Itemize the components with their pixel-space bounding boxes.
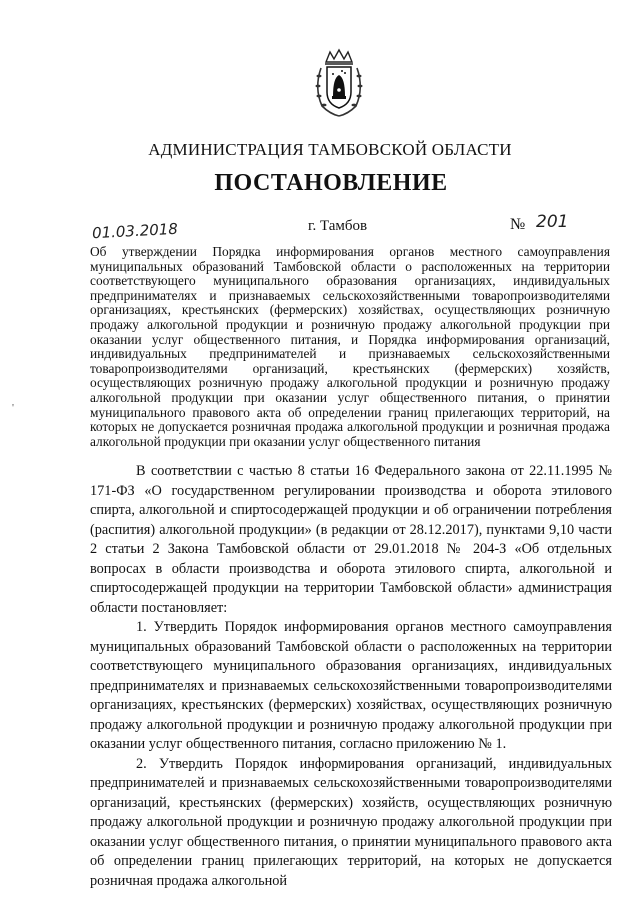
tambov-coat-of-arms-icon — [312, 48, 366, 118]
document-city: г. Тамбов — [308, 218, 368, 234]
document-subject: Об утверждении Порядка информирования органов местного самоуправления муниципальных образований Тамбовской области о расположенных на территории соответствующего муниципального образования организациях, индивидуальных предпринимателях и признаваемых сельскохозяйственными товаропроизводителями организациях, крестьянских (фермерских) хозяйствах, осуществляющих розничную продажу алкогольной продукции и розничную продажу алкогольной продукции при оказании услуг общественного питания, и Порядка информирования организаций, индивидуальных предпринимателей и признаваемых сельскохозяйственными товаропроизводителями организаций, крестьянских (фермерских) хозяйств, осуществляющих розничную продажу алкогольной продукции и розничную продажу алкогольной продукции при оказании услуг общественного питания, о принятии муниципального правового акта об определении границ прилегающих территорий, на которых не допускается розничная продажа алкогольной продукции и розничная продажа алкогольной продукции при оказании услуг общественного питания — [90, 244, 610, 449]
margin-mark: ' — [12, 402, 14, 414]
document-type-title: ПОСТАНОВЛЕНИЕ — [214, 170, 448, 196]
document-number: 201 — [536, 212, 569, 232]
document-number-label: № — [510, 216, 526, 233]
document-date: 01.03.2018 — [91, 219, 179, 243]
preamble-paragraph: В соответствии с частью 8 статьи 16 Федерального закона от 22.11.1995 № 171-ФЗ «О государственном регулировании производства и оборота этилового спирта, алкогольной и спиртосодержащей продукции и об ограничении потребления (распития) алкогольной продукции» (в редакции от 28.12.2017), пунктами 9,10 части 2 статьи 2 Закона Тамбовской области от 29.01.2018 № 204-З «Об отдельных вопросах в области производства и оборота этилового спирта, алкогольной и спиртосодержащей продукции на территории Тамбовской области» администрация области постановляет: — [90, 463, 612, 616]
document-body — [90, 462, 612, 891]
agency-name: АДМИНИСТРАЦИЯ ТАМБОВСКОЙ ОБЛАСТИ — [148, 140, 512, 159]
item-2-paragraph: 2. Утвердить Порядок информирования организаций, индивидуальных предпринимателей и признаваемых сельскохозяйственными товаропроизводителями организаций, крестьянских (фермерских) хозяйств, осуществляющих розничную продажу алкогольной продукции и розничную продажу алкогольной продукции при оказании услуг общественного питания, о принятии муниципального правового акта об определении границ прилегающих территорий, на которых не допускается розничная продажа алкогольной — [90, 755, 612, 889]
item-1-paragraph: 1. Утвердить Порядок информирования органов местного самоуправления муниципальных образований Тамбовской области о расположенных на территории соответствующего муниципального образования организациях, индивидуальных предпринимателях и признаваемых сельскохозяйственными товаропроизводителями организациях, крестьянских (фермерских) хозяйствах, осуществляющих розничную продажу алкогольной продукции и розничную продажу алкогольной продукции при оказании услуг общественного питания, согласно приложению № 1. — [90, 619, 612, 752]
